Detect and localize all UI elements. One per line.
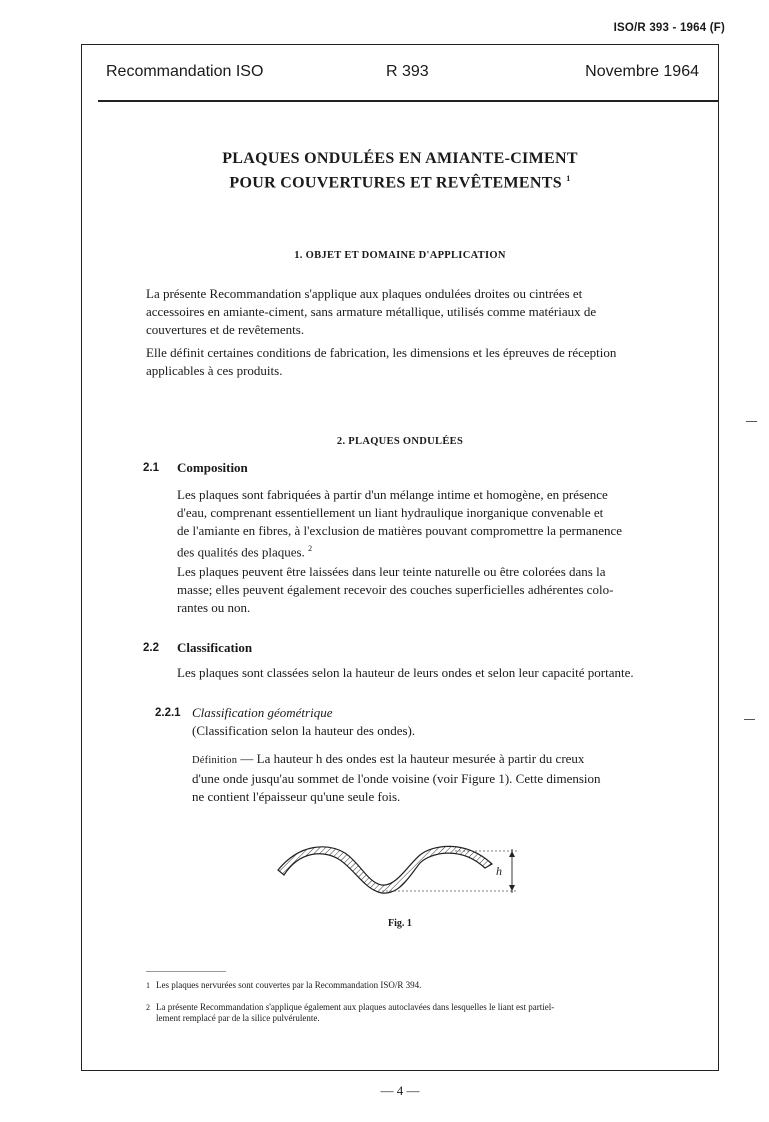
footnote-2 <box>156 1002 656 1024</box>
text-line: masse; elles peuvent également recevoir des couches superficielles adhérentes colo- <box>177 582 614 597</box>
document-reference: ISO/R 393 - 1964 (F) <box>613 22 725 34</box>
title-line-1: PLAQUES ONDULÉES EN AMIANTE-CIMENT <box>222 150 578 167</box>
arrow-head-bottom-icon <box>509 885 515 891</box>
title-note-marker: 1 <box>566 174 571 183</box>
title-line-2: POUR COUVERTURES ET REVÊTEMENTS $^1$ <box>229 174 571 192</box>
footnote-1 <box>156 980 656 991</box>
subsection-2-2-1-subtitle: (Classification selon la hauteur des ondes). <box>192 723 416 738</box>
footnote-1-marker: 1 <box>146 981 150 990</box>
text-line: Elle définit certaines conditions de fabrication, les dimensions et les épreuves de réception <box>146 345 617 360</box>
text-line: couvertures et de revêtements. <box>146 322 305 337</box>
subsection-2-2-title: Classification <box>177 640 253 655</box>
subsection-2-2-1-title: Classification géométrique <box>192 705 333 720</box>
text-line: d'eau, comprenant essentiellement un liant hydraulique inorganique convenable et <box>177 505 604 520</box>
footnote-separator <box>146 971 226 972</box>
footnote-2-marker: 2 <box>308 544 313 553</box>
text-line: des qualités des plaques. $^2$ <box>177 544 313 560</box>
subsection-2-1-paragraph-1 <box>177 486 656 561</box>
text-line: Les plaques nervurées sont couvertes par la Recommandation ISO/R 394. <box>156 980 422 990</box>
header-right: Novembre 1964 <box>585 63 699 80</box>
text-line: lement remplacé par de la silice pulvérulente. <box>156 1013 320 1023</box>
text-line: accessoires en amiante-ciment, sans armature métallique, utilisés comme matériaux de <box>146 304 597 319</box>
margin-mark <box>746 421 757 422</box>
subsection-2-2-paragraph: Les plaques sont classées selon la hauteur de leurs ondes et selon leur capacité portante. <box>177 665 634 680</box>
text-line: d'une onde jusqu'au sommet de l'onde voisine (voir Figure 1). Cette dimension <box>192 771 601 786</box>
text-line: rantes ou non. <box>177 600 251 615</box>
text-line: La présente Recommandation s'applique aux plaques ondulées droites ou cintrées et <box>146 286 583 301</box>
figure-caption: Fig. 1 <box>388 918 412 929</box>
subsection-2-1-paragraph-2 <box>177 563 656 617</box>
definition-label: Définition <box>192 755 238 766</box>
subsection-2-2-number: 2.2 <box>143 642 159 654</box>
dimension-label-h: h <box>496 864 502 878</box>
corrugated-sheet-profile <box>278 846 492 893</box>
page-number: — 4 — <box>380 1083 420 1098</box>
text-line: La présente Recommandation s'applique également aux plaques autoclavées dans lesquelles le liant est partiel- <box>156 1002 555 1012</box>
section-1-heading: 1. OBJET ET DOMAINE D'APPLICATION <box>294 250 506 261</box>
header-rule <box>98 100 718 102</box>
text-line: Les plaques peuvent être laissées dans leur teinte naturelle ou être colorées dans la <box>177 564 606 579</box>
definition-paragraph <box>192 750 657 806</box>
text-line: ne contient l'épaisseur qu'une seule fois. <box>192 789 401 804</box>
section-1-paragraph-2 <box>146 344 657 380</box>
text-line: Définition — La hauteur h des ondes est la hauteur mesurée à partir du creux <box>192 751 585 766</box>
margin-mark <box>744 719 755 720</box>
text-line: de l'amiante en fibres, à l'exclusion de matières pouvant compromettre la permanence <box>177 523 623 538</box>
footnote-2-marker: 2 <box>146 1003 150 1012</box>
subsection-2-1-number: 2.1 <box>143 462 159 474</box>
corrugated-sheet-figure <box>270 835 540 910</box>
text-line: Les plaques sont fabriquées à partir d'un mélange intime et homogène, en présence <box>177 487 608 502</box>
section-2-heading: 2. PLAQUES ONDULÉES <box>336 436 464 447</box>
text-line: applicables à ces produits. <box>146 363 283 378</box>
section-1-paragraph-1 <box>146 285 657 339</box>
subsection-2-2-1-number: 2.2.1 <box>155 707 181 719</box>
subsection-2-1-title: Composition <box>177 460 248 475</box>
arrow-head-top-icon <box>509 851 515 857</box>
header-center: R 393 <box>386 63 429 80</box>
header-left: Recommandation ISO <box>106 63 264 80</box>
